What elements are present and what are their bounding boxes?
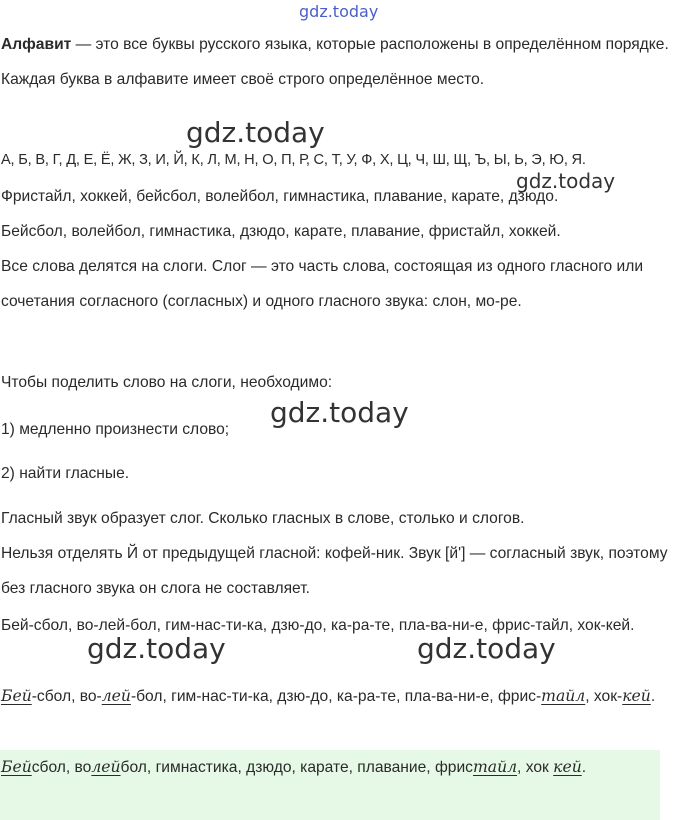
watermark: gdz.today — [186, 116, 325, 149]
watermark: gdz.today — [516, 169, 616, 193]
answer-text: , хок- — [585, 688, 623, 705]
handwritten-syllable: лей — [91, 758, 121, 776]
step-one: 1) медленно произнести слово; — [1, 421, 230, 438]
watermark: gdz.today — [87, 632, 226, 665]
answer-stressed-divided — [1, 679, 677, 714]
answer-text: . — [650, 688, 656, 705]
rule-vowel-syllable: Гласный звук образует слог. Сколько гласных в слове, столько и слогов. — [1, 510, 525, 527]
handwritten-syllable: лей — [101, 687, 131, 705]
how-to-divide: Чтобы поделить слово на слоги, необходимо: — [1, 374, 333, 391]
step-two: 2) найти гласные. — [1, 465, 130, 482]
handwritten-syllable: Бей — [1, 758, 32, 776]
syllable-definition: Все слова делятся на слоги. Слог — это часть слова, состоящая из одного гласного или сочетания согласного (согласных) и одного гласного звука: слон, мо-ре. — [1, 258, 644, 310]
watermark: gdz.today — [417, 632, 556, 665]
answer-text: , хок — [517, 759, 554, 776]
alphabet-letters: А, Б, В, Г, Д, Е, Ё, Ж, З, И, Й, К, Л, М, Н, О, П, Р, С, Т, У, Ф, Х, Ц, Ч, Ш, Щ, Ъ, Ы, Ь, Э, Ю, Я. — [1, 152, 586, 168]
answer-text: -бол, гим-нас-ти-ка, дзю-до, ка-ра-те, пла-ва-ни-е, фрис- — [130, 688, 542, 705]
answer-text: бол, гимнастика, дзюдо, карате, плавание, фрис — [120, 759, 473, 776]
handwritten-syllable: кей — [553, 758, 582, 776]
watermark-top: gdz.today — [299, 2, 379, 21]
watermark: gdz.today — [270, 396, 409, 429]
answer-stressed-words — [1, 750, 677, 785]
rule-y-letter: Нельзя отделять Й от предыдущей гласной: кофей-ник. Звук [й'] — согласный звук, поэтому без гласного звука он слога не составляет. — [1, 545, 668, 597]
alphabet-definition — [1, 27, 677, 97]
handwritten-syllable: Бей — [1, 687, 32, 705]
answer-text: -сбол, во- — [31, 688, 102, 705]
handwritten-syllable: тайл — [541, 687, 586, 705]
words-divided: Бей-сбол, во-лей-бол, гим-нас-ти-ка, дзю-до, ка-ра-те, пла-ва-ни-е, фрис-тайл, хок-кей. — [1, 617, 635, 634]
term-alphabet: Алфавит — [1, 36, 72, 53]
handwritten-syllable: тайл — [472, 758, 518, 776]
handwritten-syllable: кей — [622, 687, 651, 705]
answer-text: сбол, во — [31, 759, 92, 776]
words-original: Фристайл, хоккей, бейсбол, волейбол, гимнастика, плавание, карате, дзюдо. — [1, 188, 559, 205]
answer-text: . — [581, 759, 587, 776]
words-sorted: Бейсбол, волейбол, гимнастика, дзюдо, карате, плавание, фристайл, хоккей. — [1, 223, 561, 240]
alphabet-definition-text: — это все буквы русского языка, которые расположены в определённом порядке. Каждая буква в алфавите имеет своё строго определённое место. — [1, 36, 669, 88]
